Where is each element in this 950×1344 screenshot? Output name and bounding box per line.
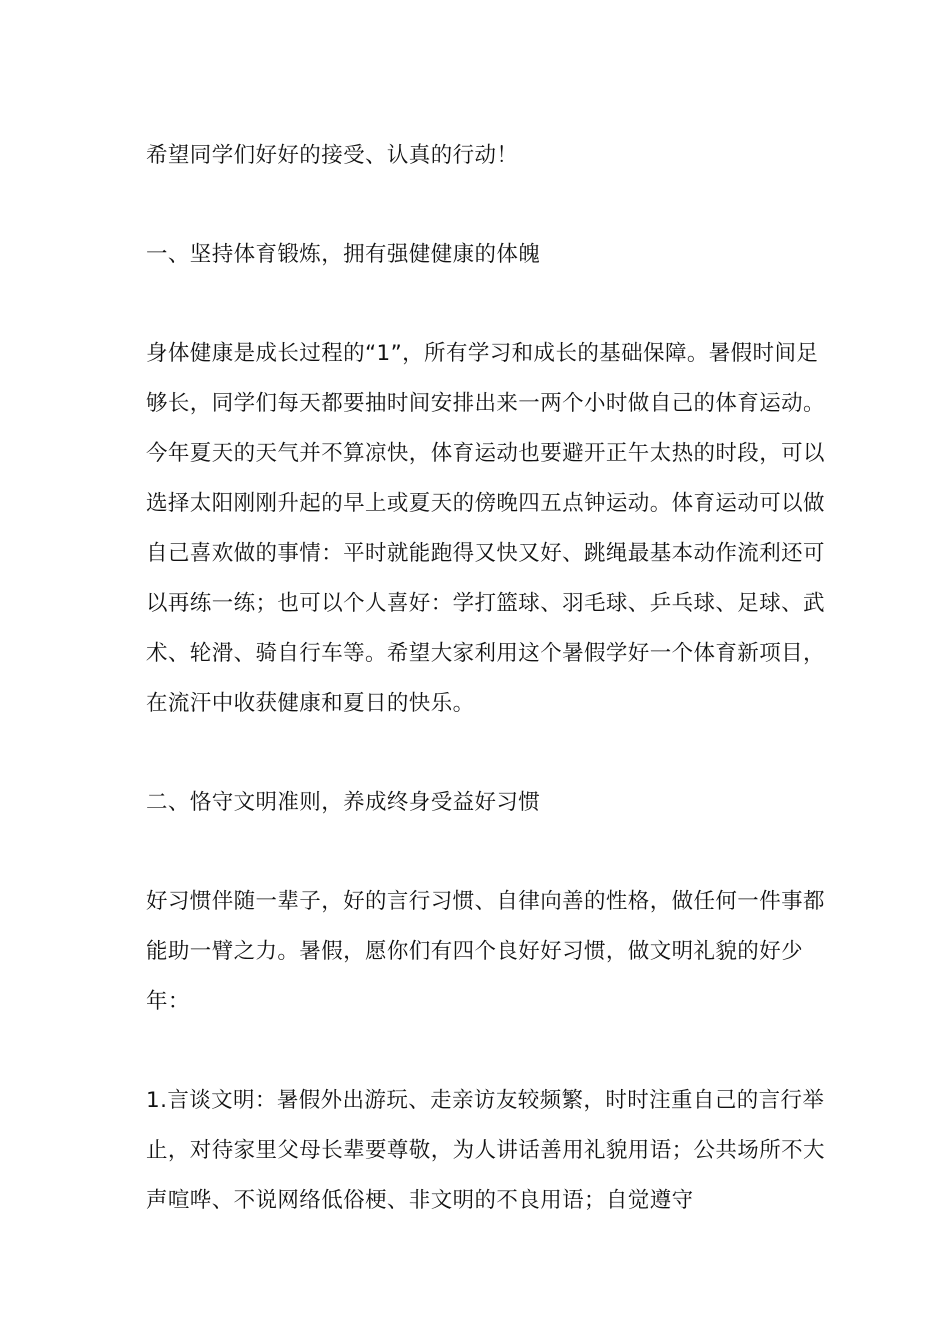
- document-body: [146, 131, 826, 1226]
- section-heading-1: 一、坚持体育锻炼，拥有强健健康的体魄: [146, 242, 541, 267]
- section-2-paragraph: 好习惯伴随一辈子，好的言行习惯、自律向善的性格，做任何一件事都能助一臂之力。暑假，愿你们有四个良好好习惯，做文明礼貌的好少年：: [146, 889, 825, 1014]
- list-item-1-paragraph: 1.言谈文明：暑假外出游玩、走亲访友较频繁，时时注重自己的言行举止，对待家里父母长辈要尊敬，为人讲话善用礼貌用语；公共场所不大声喧哗、不说网络低俗梗、非文明的不良用语；自觉遵守: [146, 1088, 825, 1213]
- intro-paragraph: 希望同学们好好的接受、认真的行动！: [146, 143, 519, 168]
- section-heading-2: 二、恪守文明准则，养成终身受益好习惯: [146, 790, 541, 815]
- section-1-paragraph: 身体健康是成长过程的“1”，所有学习和成长的基础保障。暑假时间足够长，同学们每天都要抽时间安排出来一两个小时做自己的体育运动。今年夏天的天气并不算凉快，体育运动也要避开正午太热的时段，可以选择太阳刚刚升起的早上或夏天的傍晚四五点钟运动。体育运动可以做自己喜欢做的事情：平时就能跑得又快又好、跳绳最基本动作流利还可以再练一练；也可以个人喜好：学打篮球、羽毛球、乒乓球、足球、武术、轮滑、骑自行车等。希望大家利用这个暑假学好一个体育新项目，在流汗中收获健康和夏日的快乐。: [146, 341, 825, 716]
